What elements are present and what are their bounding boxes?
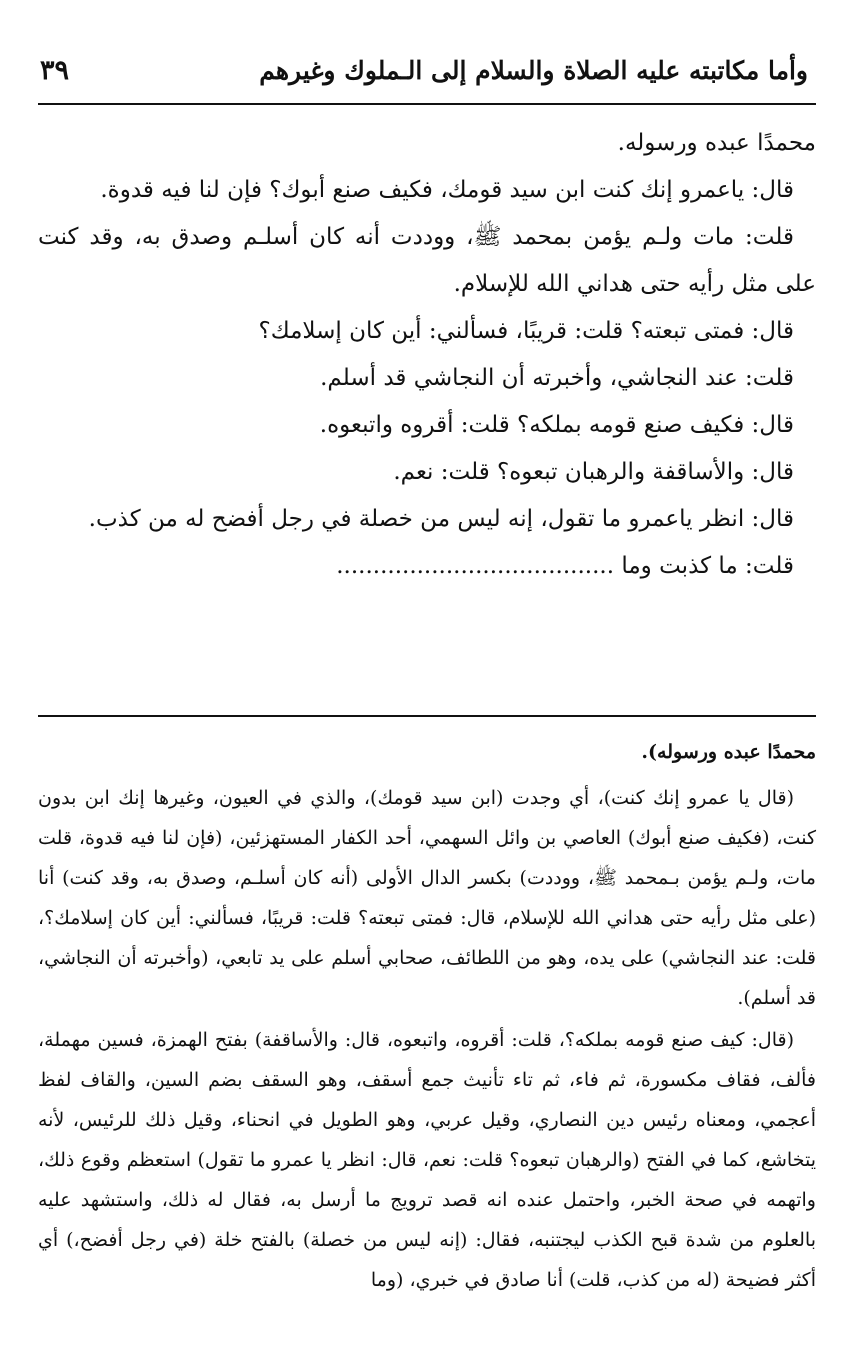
main-paragraph: قال: فكيف صنع قومه بملكه؟ قلت: أقروه واتبعوه. [319,412,794,438]
commentary-lead: محمدًا عبده ورسوله). [641,741,816,763]
main-last-text: قلت: ما كذبت وما [621,553,794,579]
commentary-paragraph: (قال: كيف صنع قومه بملكه؟، قلت: أقروه، واتبعوه، قال: والأساقفة) بفتح الهمزة، فسين مهملة، فألف، فقاف مكسورة، ثم فاء، ثم تاء تأنيث جمع أسقف، وهو السقف بضم السين، والقاف لفظ أعجمي، ومعناه رئيس دين النصاري، وقيل عربي، وهو الطويل في انحناء، وقيل ذلك للرئيس، لأنه يتخاشع، كما في الفتح (والرهبان تبعوه؟ قلت: نعم، قال: انظر يا عمرو ما تقول) استعظم وقوع ذلك، واتهمه في صحة الخبر، واحتمل عنده انه قصد ترويج ما أرسل به، فقال له ذلك، واستشهد عليه بالعلوم من شدة قبح الكذب ليجتنبه، فقال: (إنه ليس من خصلة) بالفتح خلة (في رجل أفضح،) أي أكثر فضيحة (له من كذب، قلت) أنا صادق في خبري، (وما [38,1029,816,1291]
main-paragraph: قال: ياعمرو إنك كنت ابن سيد قومك، فكيف صنع أبوك؟ فإن لنا فيه قدوة. [100,177,794,203]
commentary-text [38,732,816,1300]
header-divider [38,103,816,105]
main-paragraph: محمدًا عبده ورسوله. [617,130,816,156]
running-title: وأما مكاتبته عليه الصلاة والسلام إلى الـملوك وغيرهم [259,55,808,85]
main-paragraph: قال: والأساقفة والرهبان تبعوه؟ قلت: نعم. [393,459,794,485]
ellipsis-dots: ...................................... [336,553,615,579]
main-paragraph: قال: انظر ياعمرو ما تقول، إنه ليس من خصلة في رجل أفضح له من كذب. [88,506,794,532]
page-number: ٣٩ [40,54,70,86]
page-header [40,48,808,92]
main-paragraph-last [38,543,816,590]
main-paragraph: قلت: عند النجاشي، وأخبرته أن النجاشي قد أسلم. [320,365,794,391]
commentary-divider [38,715,816,717]
main-paragraph: قلت: مات ولـم يؤمن بمحمد ﷺ، ووددت أنه كان أسلـم وصدق به، وقد كنت على مثل رأيه حتى هداني الله للإسلام. [38,224,816,297]
main-paragraph: قال: فمتى تبعته؟ قلت: قريبًا، فسألني: أين كان إسلامك؟ [258,318,794,344]
main-text [38,120,816,590]
commentary-paragraph: (قال يا عمرو إنك كنت)، أي وجدت (ابن سيد قومك)، والذي في العيون، وغيرها إنك ابن بدون كنت، (فكيف صنع أبوك) العاصي بن وائل السهمي، أحد الكفار المستهزئين، (فإن لنا فيه قدوة، قلت مات، ولـم يؤمن بـمحمد ﷺ، ووددت) بكسر الدال الأولى (أنه كان أسلـم، وصدق به، وقد كنت) أنا (على مثل رأيه حتى هداني الله للإسلام، قال: فمتى تبعته؟ قلت: قريبًا، فسألني: أين كان إسلامك؟، قلت: عند النجاشي) على يده، وهو من اللطائف، صحابي أسلم على يد تابعي، (وأخبرته أن النجاشي، قد أسلم). [38,787,816,1009]
